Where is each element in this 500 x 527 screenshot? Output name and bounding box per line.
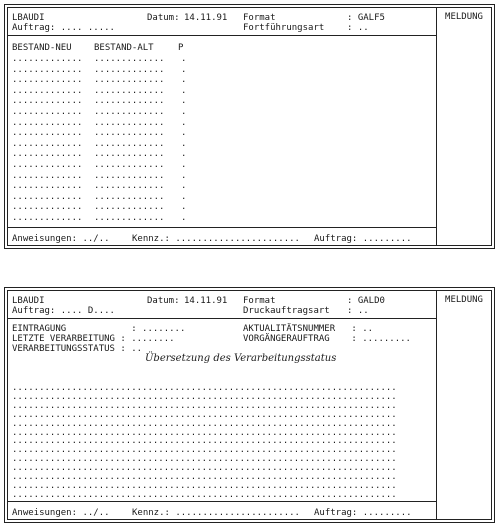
bestand-neu-cell[interactable]: ............. [12,181,83,192]
bestand-alt-cell[interactable]: ............. [94,170,165,181]
col-bestand-neu: BESTAND-NEU [12,43,72,53]
bestand-alt-cell[interactable]: ............. [94,54,165,64]
meldung-title: MELDUNG [445,295,483,305]
meldung-panel [436,291,491,519]
p-cell[interactable]: . [181,181,187,192]
bestand-alt-cell[interactable]: ............. [94,160,165,170]
auftrag-field[interactable]: Auftrag: .... D.... [12,306,115,316]
dot-row[interactable]: ....................................................................... [12,472,397,482]
format-label: Format [243,296,276,306]
program-name: LBAUDI [12,296,45,306]
format-value[interactable]: : GALF5 [347,13,385,23]
datum-value: 14.11.91 [184,13,228,23]
bestand-alt-cell[interactable]: ............. [94,191,165,202]
footer-divider [8,227,437,228]
dot-row[interactable]: ....................................................................... [12,463,397,474]
screen-frame [7,7,492,246]
bestand-alt-cell[interactable]: ............. [94,107,165,117]
dot-row[interactable]: ....................................................................... [12,383,397,393]
p-cell[interactable]: . [181,128,187,139]
screen-frame [7,290,492,520]
p-cell[interactable]: . [181,170,187,181]
screen-galf5 [4,4,495,249]
p-cell[interactable]: . [181,213,187,223]
p-cell[interactable]: . [181,75,187,86]
dot-row[interactable]: ....................................................................... [12,445,397,456]
footer-divider [8,501,437,502]
format-value[interactable]: : GALD0 [347,296,385,306]
p-cell[interactable]: . [181,107,187,117]
dot-row[interactable]: ....................................................................... [12,427,397,438]
bestand-alt-cell[interactable]: ............. [94,128,165,139]
screen-gald0 [4,287,495,523]
bestand-neu-cell[interactable]: ............. [12,160,83,170]
p-cell[interactable]: . [181,64,187,75]
bestand-neu-cell[interactable]: ............. [12,54,83,64]
auftrag-footer-field[interactable]: Auftrag: ......... [314,508,412,518]
aktualitaetsnummer-field[interactable]: AKTUALITÄTSNUMMER : .. [243,324,374,334]
bestand-alt-cell[interactable]: ............. [94,117,165,128]
dot-row[interactable]: ....................................................................... [12,400,397,411]
p-cell[interactable]: . [181,85,187,96]
bestand-alt-cell[interactable]: ............. [94,149,165,160]
fortfuehrungsart-value[interactable]: : .. [347,23,369,33]
col-bestand-alt: BESTAND-ALT [94,43,154,53]
header-divider [8,318,437,319]
datum-label: Datum: [147,13,180,23]
bestand-alt-cell[interactable]: ............. [94,96,165,107]
letzte-verarbeitung-field[interactable]: LETZTE VERARBEITUNG : ........ [12,334,175,344]
bestand-alt-cell[interactable]: ............. [94,64,165,75]
meldung-title: MELDUNG [445,12,483,22]
dot-row[interactable]: ....................................................................... [12,436,397,447]
bestand-neu-cell[interactable]: ............. [12,64,83,75]
dot-row[interactable]: ....................................................................... [12,418,397,429]
p-cell[interactable]: . [181,202,187,213]
meldung-panel [436,8,491,245]
fortfuehrungsart-label: Fortführungsart [243,23,325,33]
col-p: P [178,43,184,53]
bestand-neu-cell[interactable]: ............. [12,138,83,149]
dot-row[interactable]: ....................................................................... [12,480,397,491]
bestand-neu-cell[interactable]: ............. [12,149,83,160]
druckauftragsart-value[interactable]: : .. [347,306,369,316]
header-divider [8,35,437,36]
status-translation: Übersetzung des Verarbeitungsstatus [145,353,337,364]
bestand-alt-cell[interactable]: ............. [94,213,165,223]
bestand-neu-cell[interactable]: ............. [12,191,83,202]
datum-label: Datum: [147,296,180,306]
bestand-neu-cell[interactable]: ............. [12,85,83,96]
p-cell[interactable]: . [181,96,187,107]
datum-value: 14.11.91 [184,296,228,306]
dot-row[interactable]: ....................................................................... [12,409,397,420]
bestand-neu-cell[interactable]: ............. [12,96,83,107]
p-cell[interactable]: . [181,138,187,149]
bestand-neu-cell[interactable]: ............. [12,170,83,181]
program-name: LBAUDI [12,13,45,23]
kennz-field[interactable]: Kennz.: ....................... [132,234,300,244]
format-label: Format [243,13,276,23]
dot-row[interactable]: ....................................................................... [12,454,397,465]
p-cell[interactable]: . [181,149,187,160]
dot-row[interactable]: ....................................................................... [12,391,397,402]
vorgaengerauftrag-field[interactable]: VORGÄNGERAUFTRAG : ......... [243,334,411,344]
bestand-alt-cell[interactable]: ............. [94,181,165,192]
anweisungen-field[interactable]: Anweisungen: ../.. [12,508,110,518]
bestand-neu-cell[interactable]: ............. [12,213,83,223]
kennz-field[interactable]: Kennz.: ....................... [132,508,300,518]
verarbeitungsstatus-field[interactable]: VERARBEITUNGSSTATUS : .. [12,344,143,354]
anweisungen-field[interactable]: Anweisungen: ../.. [12,234,110,244]
bestand-neu-cell[interactable]: ............. [12,75,83,86]
p-cell[interactable]: . [181,117,187,128]
p-cell[interactable]: . [181,191,187,202]
bestand-neu-cell[interactable]: ............. [12,202,83,213]
bestand-alt-cell[interactable]: ............. [94,85,165,96]
bestand-neu-cell[interactable]: ............. [12,117,83,128]
p-cell[interactable]: . [181,54,187,64]
p-cell[interactable]: . [181,160,187,170]
bestand-alt-cell[interactable]: ............. [94,138,165,149]
bestand-alt-cell[interactable]: ............. [94,202,165,213]
auftrag-field[interactable]: Auftrag: .... ..... [12,23,115,33]
dot-row[interactable]: ....................................................................... [12,489,397,500]
druckauftragsart-label: Druckauftragsart [243,306,330,316]
bestand-neu-cell[interactable]: ............. [12,128,83,139]
bestand-alt-cell[interactable]: ............. [94,75,165,86]
eintragung-field[interactable]: EINTRAGUNG : ........ [12,324,186,334]
bestand-neu-cell[interactable]: ............. [12,107,83,117]
auftrag-footer-field[interactable]: Auftrag: ......... [314,234,412,244]
